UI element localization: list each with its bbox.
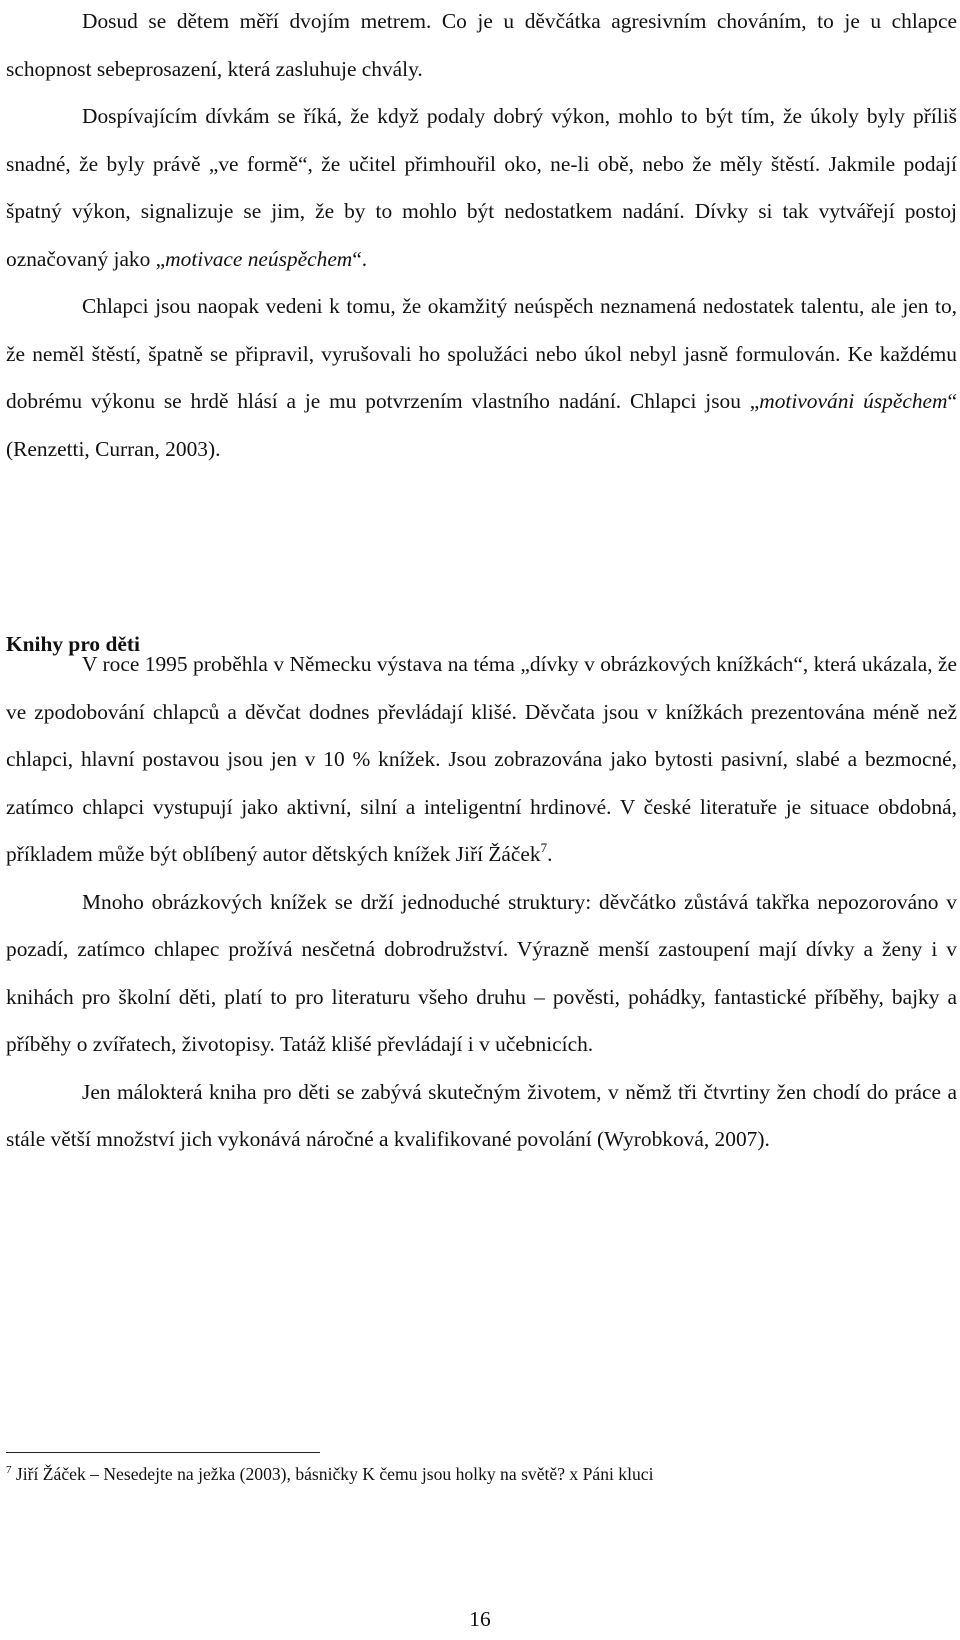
- paragraph: Mnoho obrázkových knížek se drží jednoduché struktury: děvčátko zůstává takřka nepozorováno v pozadí, zatímco chlapec prožívá nesčetná dobrodružství. Výrazně menší zastoupení mají dívky a ženy i v knihách pro školní děti, platí to pro literaturu všeho druhu – pověsti, pohádky, fantastické příběhy, bajky a příběhy o zvířatech, životopisy. Tatáž klišé převládají i v učebnicích.: [6, 889, 957, 1056]
- paragraph: [6, 93, 957, 283]
- paragraph-text: “ (Renzetti, Curran, 2003).: [6, 389, 957, 461]
- paragraph: [6, 283, 957, 473]
- footnote-text: Jiří Žáček – Nesedejte na ježka (2003), básničky K čemu jsou holky na světě? x Páni kluci: [11, 1464, 654, 1484]
- paragraph-text: Chlapci jsou naopak vedeni k tomu, že okamžitý neúspěch neznamená nedostatek talentu, ale jen to, že neměl štěstí, špatně se připravil, vyrušovali ho spolužáci nebo úkol nebyl jasně formulován. Ke každému dobrému výkonu se hrdě hlásí a je mu potvrzením vlastního nadání. Chlapci jsou „: [6, 294, 957, 413]
- paragraph-text: Dospívajícím dívkám se říká, že když podaly dobrý výkon, mohlo to být tím, že úkoly byly příliš snadné, že byly právě „ve formě“, že učitel přimhouřil oko, ne-li obě, nebo že měly štěstí. Jakmile podají špatný výkon, signalizuje se jim, že by to mohlo být nedostatkem nadání. Dívky si tak vytvářejí postoj označovaný jako „: [6, 104, 957, 271]
- paragraph-text: “.: [352, 246, 368, 271]
- paragraph: [6, 0, 957, 93]
- page-number: 16: [469, 1607, 491, 1631]
- paragraph: [6, 641, 957, 879]
- emphasis-text: motivováni úspěchem: [759, 389, 948, 413]
- emphasis-text: motivace neúspěchem: [165, 246, 353, 271]
- paragraph: Jen málokterá kniha pro děti se zabývá skutečným životem, v němž tři čtvrtiny žen chodí do práce a stále větší množství jich vykonává náročné a kvalifikované povolání (Wyrobková, 2007).: [6, 1079, 957, 1151]
- footnote-reference[interactable]: 7: [540, 840, 548, 855]
- text-block-childrens-books: [6, 641, 957, 1164]
- paragraph-text: Dosud se dětem měří dvojím metrem. Co je u děvčátka agresivním chováním, to je u chlapce schopnost sebeprosazení, která zasluhuje chvály.: [6, 9, 957, 81]
- text-block-motivation: [6, 0, 957, 473]
- footnote-separator: [6, 1452, 320, 1453]
- section-heading: Knihy pro děti: [6, 632, 140, 656]
- paragraph-text: .: [547, 842, 553, 866]
- paragraph-text: V roce 1995 proběhla v Německu výstava na téma „dívky v obrázkových knížkách“, která ukázala, že ve zpodobování chlapců a děvčat dodnes převládají klišé. Děvčata jsou v knížkách prezentována méně než chlapci, hlavní postavou jsou jen v 10 % knížek. Jsou zobrazována jako bytosti pasivní, slabé a bezmocné, zatímco chlapci vystupují jako aktivní, silní a inteligentní hrdinové. V české literatuře je situace obdobná, příkladem může být oblíbený autor dětských knížek Jiří Žáček: [6, 652, 957, 866]
- footnote-number: 7: [6, 1464, 12, 1476]
- footnote: [6, 1462, 653, 1486]
